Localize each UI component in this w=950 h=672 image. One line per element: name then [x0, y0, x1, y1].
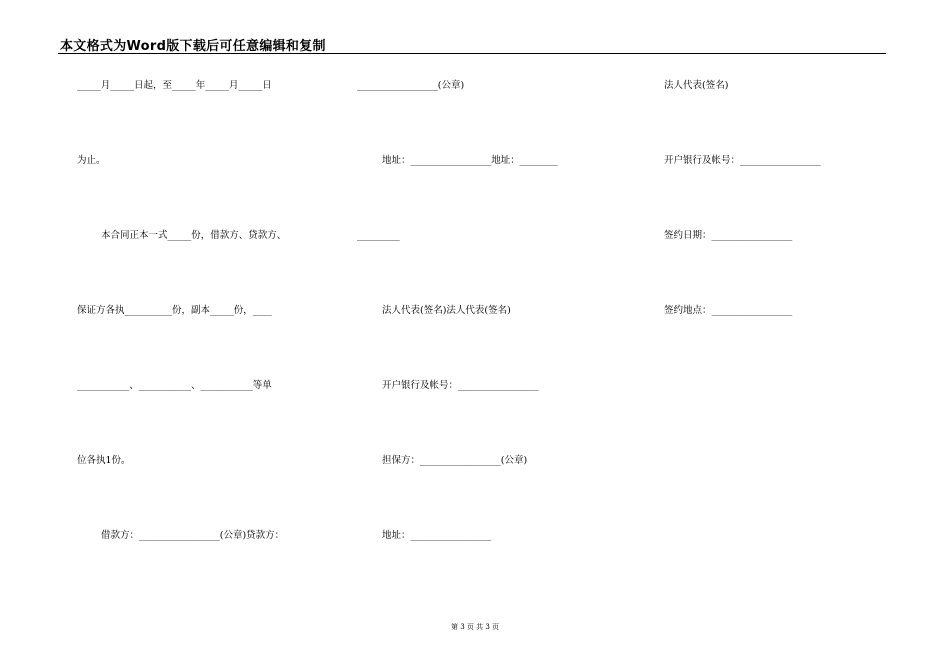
- right-line-2: 开户银行及帐号：_________________: [664, 155, 821, 166]
- left-line-7: 借款方：_________________(公章)贷款方：: [101, 530, 285, 541]
- left-line-4: 保证方各执__________份，副本_____份，____: [77, 305, 272, 316]
- left-line-5: ___________、___________、___________等单: [77, 380, 272, 391]
- left-line-3: 本合同正本一式_____份，借款方、贷款方、: [101, 230, 287, 241]
- left-line-1: _____月_____日起，至_____年_____月_____日: [77, 80, 272, 91]
- middle-line-5: 开户银行及帐号：_________________: [382, 380, 539, 391]
- right-line-4: 签约地点：_________________: [664, 305, 793, 316]
- middle-line-2: 地址：_________________地址：________: [382, 155, 558, 166]
- middle-line-6: 担保方：_________________(公章): [382, 455, 528, 466]
- middle-line-1: _________________(公章): [357, 80, 465, 91]
- left-line-2: 为止。: [77, 155, 106, 166]
- middle-line-3: _________: [357, 230, 400, 241]
- header-title: 本文格式为Word版下载后可任意编辑和复制: [60, 39, 326, 54]
- left-line-6: 位各执1份。: [77, 455, 131, 466]
- middle-line-7: 地址：_________________: [382, 530, 492, 541]
- middle-line-4: 法人代表(签名)法人代表(签名): [382, 305, 511, 316]
- page-footer: 第 3 页 共 3 页: [450, 623, 500, 631]
- right-line-1: 法人代表(签名): [664, 80, 729, 91]
- page-header: [58, 33, 886, 54]
- right-line-3: 签约日期：_________________: [664, 230, 793, 241]
